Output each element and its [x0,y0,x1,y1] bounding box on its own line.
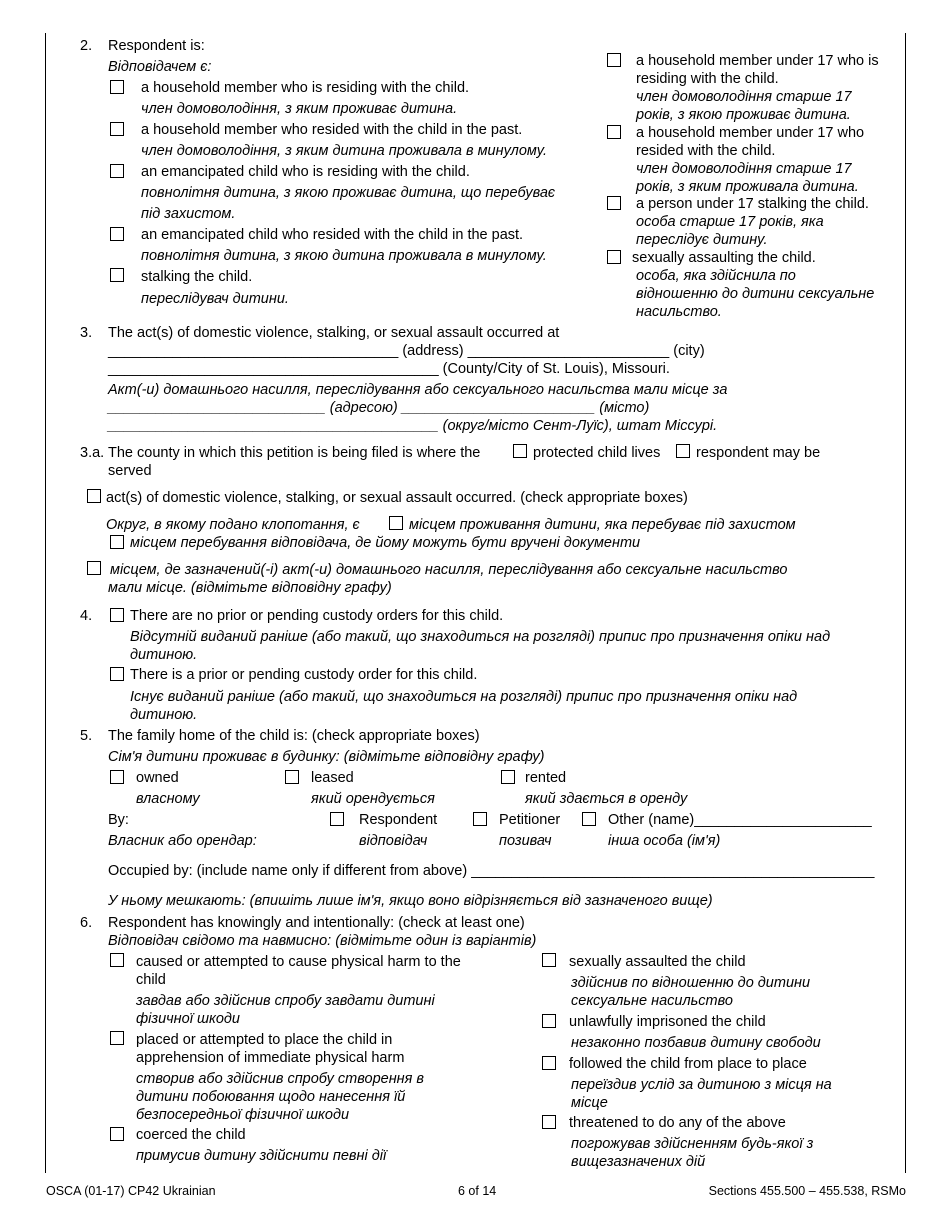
option-label: followed the child from place to place [569,1056,807,1072]
option-label-uk: місцем перебування відповідача, де йому можуть бути вручені документи [130,535,641,551]
section-3a-text: The county in which this petition is being filed is where the [108,445,481,461]
home-rented-checkbox[interactable] [501,770,515,784]
option-label: an emancipated child who resided with the child in the past. [141,227,524,243]
option-label: rented [525,770,567,786]
acts-occurred-checkbox[interactable] [87,489,101,503]
option-label: owned [136,770,179,786]
option-label-uk-cont: насильство. [636,304,722,320]
option-label: threatened to do any of the above [569,1115,786,1131]
respondent-sexual-assault-checkbox[interactable] [607,250,621,264]
option-label-uk: примусив дитину здійснити певні дії [136,1148,387,1164]
option-label-uk-cont: безпосередньої фізичної шкоди [136,1107,350,1123]
respondent-household-resided-checkbox[interactable] [110,122,124,136]
by-label-uk: Власник або орендар: [108,833,257,849]
protected-child-lives-checkbox[interactable] [513,444,527,458]
option-label-uk: особа старше 17 років, яка [636,214,824,230]
option-label-uk: Існує виданий раніше (або такий, що знаходиться на розгляді) припис про призначення опіки над [130,689,798,705]
county-field-uk[interactable]: _________________________________________ (округ/місто Сент-Луїс), штат Міссурі. [108,418,718,434]
option-label: Respondent [359,812,438,828]
option-label-cont: served [108,463,152,479]
option-label-uk: здійснив по відношенню до дитини [571,975,811,991]
option-label-uk-cont: під захистом. [141,206,236,222]
option-label-uk-cont: відношенню до дитини сексуальне [636,286,875,302]
respondent-stalking-checkbox[interactable] [110,268,124,282]
option-label: There are no prior or pending custody orders for this child. [130,608,504,624]
section-6-heading-uk: Відповідач свідомо та навмисно: (відмітьте один із варіантів) [108,933,537,949]
option-label-cont: child [136,972,166,988]
option-label-uk: особа, яка здійснила по [636,268,796,284]
option-label-uk-cont: мали місце. (відмітьте відповідну графу) [108,580,392,596]
home-leased-checkbox[interactable] [285,770,299,784]
option-label-uk-cont: переслідує дитину. [636,232,768,248]
option-label-uk: переслідувач дитини. [141,291,289,307]
option-label-uk-cont: сексуальне насильство [571,993,733,1009]
option-label: a household member who is residing with the child. [141,80,470,96]
option-label: a household member under 17 who is [636,53,879,69]
apprehension-harm-checkbox[interactable] [110,1031,124,1045]
option-label-uk: член домоволодіння старше 17 [636,89,852,105]
occupied-by-field[interactable]: Occupied by: (include name only if different from above) __________________________________________________ [108,863,875,879]
option-label-uk: повнолітня дитина, з якою проживає дитина, що перебуває [141,185,556,201]
respondent-emancipated-resided-checkbox[interactable] [110,227,124,241]
option-label-uk: член домоволодіння, з яким проживає дитина. [141,101,458,117]
option-label-uk-cont: дитиною. [130,647,198,663]
section-3a-text-uk: Округ, в якому подано клопотання, є [106,517,360,533]
section-3-text: The act(s) of domestic violence, stalking, or sexual assault occurred at [108,325,560,341]
option-label-uk-cont: років, з яким проживала дитина. [636,179,859,195]
section-5-heading: The family home of the child is: (check appropriate boxes) [108,728,480,744]
option-label: act(s) of domestic violence, stalking, or sexual assault occurred. (check appropriate boxes) [106,490,688,506]
option-label: respondent may be [696,445,821,461]
option-label-cont: residing with the child. [636,71,779,87]
option-label-uk: член домоволодіння, з яким дитина проживала в минулому. [141,143,548,159]
option-label-uk: Відсутній виданий раніше (або такий, що знаходиться на розгляді) припис про призначення опіки над [130,629,831,645]
option-label-uk: власному [136,791,200,807]
option-label: sexually assaulting the child. [632,250,816,266]
right-border-line [905,33,906,1173]
address-city-field[interactable]: ____________________________________ (address) _________________________ (city) [108,343,705,359]
respondent-served-checkbox-uk[interactable] [110,535,124,549]
option-label: leased [311,770,354,786]
coerced-checkbox[interactable] [110,1127,124,1141]
option-label: a household member who resided with the child in the past. [141,122,523,138]
other-name-field[interactable]: Other (name)______________________ [608,812,872,828]
respondent-served-checkbox[interactable] [676,444,690,458]
option-label-cont: resided with the child. [636,143,776,159]
option-label-uk-cont: дитиною. [130,707,198,723]
occupied-by-label-uk: У ньому мешкають: (впишіть лише ім'я, якщо воно відрізняється від зазначеного вище) [108,893,713,909]
option-label-uk-cont: вищезазначених дій [571,1154,706,1170]
option-label-uk: член домоволодіння старше 17 [636,161,852,177]
followed-checkbox[interactable] [542,1056,556,1070]
option-label: an emancipated child who is residing with the child. [141,164,470,180]
section-5-heading-uk: Сім'я дитини проживає в будинку: (відмітьте відповідну графу) [108,749,545,765]
option-label: caused or attempted to cause physical harm to the [136,954,461,970]
option-label: protected child lives [533,445,661,461]
section-2-heading: Respondent is: [108,38,205,54]
option-label-uk-cont: фізичної шкоди [136,1011,240,1027]
county-field[interactable]: _________________________________________ (County/City of St. Louis), Missouri. [108,361,670,377]
option-label: sexually assaulted the child [569,954,746,970]
option-label: unlawfully imprisoned the child [569,1014,766,1030]
option-label-uk: місцем, де зазначений(-і) акт(-и) домашнього насилля, переслідування або сексуальне насильство [110,562,788,578]
option-label-cont: apprehension of immediate physical harm [136,1050,405,1066]
option-label-uk: створив або здійснив спробу створення в [136,1071,424,1087]
protected-child-lives-checkbox-uk[interactable] [389,516,403,530]
option-label-uk-cont: місце [571,1095,608,1111]
respondent-minor-stalking-checkbox[interactable] [607,196,621,210]
respondent-emancipated-residing-checkbox[interactable] [110,164,124,178]
no-custody-orders-checkbox[interactable] [110,608,124,622]
imprisoned-checkbox[interactable] [542,1014,556,1028]
option-label-uk: незаконно позбавив дитину свободи [571,1035,821,1051]
section-6-heading: Respondent has knowingly and intentionally: (check at least one) [108,915,525,931]
option-label-uk-cont: років, з якою проживає дитина. [636,107,851,123]
footer-form-id: OSCA (01-17) CP42 Ukrainian [46,1184,216,1198]
section-4-number: 4. [80,608,93,624]
option-label-uk: відповідач [359,833,428,849]
option-label: a household member under 17 who [636,125,865,141]
section-6-number: 6. [80,915,93,931]
physical-harm-checkbox[interactable] [110,953,124,967]
section-3-text-uk: Акт(-и) домашнього насилля, переслідування або сексуального насильства мали місце за [108,382,728,398]
respondent-household-residing-checkbox[interactable] [110,80,124,94]
option-label-uk: який орендується [311,791,435,807]
option-label-uk: повнолітня дитина, з якою дитина проживала в минулому. [141,248,547,264]
option-label: coerced the child [136,1127,246,1143]
respondent-minor-resided-checkbox[interactable] [607,125,621,139]
by-respondent-checkbox[interactable] [330,812,344,826]
option-label: stalking the child. [141,269,253,285]
respondent-minor-residing-checkbox[interactable] [607,53,621,67]
acts-occurred-checkbox-uk[interactable] [87,561,101,575]
section-3-number: 3. [80,325,93,341]
option-label: Petitioner [499,812,561,828]
option-label-uk: переїздив услід за дитиною з місця на [571,1077,832,1093]
section-2-heading-uk: Відповідачем є: [108,59,212,75]
by-petitioner-checkbox[interactable] [473,812,487,826]
prior-custody-order-checkbox[interactable] [110,667,124,681]
option-label: There is a prior or pending custody order for this child. [130,667,478,683]
by-label: By: [108,812,129,828]
by-other-checkbox[interactable] [582,812,596,826]
footer-sections: Sections 455.500 – 455.538, RSMo [708,1184,906,1198]
left-border-line [45,33,46,1173]
sexually-assaulted-checkbox[interactable] [542,953,556,967]
option-label-uk: позивач [499,833,552,849]
option-label-uk: завдав або здійснив спробу завдати дитині [136,993,435,1009]
section-2-number: 2. [80,38,93,54]
footer-page-number: 6 of 14 [458,1184,497,1198]
home-owned-checkbox[interactable] [110,770,124,784]
option-label-uk: інша особа (ім'я) [608,833,721,849]
option-label-uk: місцем проживання дитини, яка перебуває під захистом [409,517,796,533]
address-city-field-uk[interactable]: ___________________________ (адресою) ________________________ (місто) [108,400,650,416]
option-label-uk-cont: дитини побоювання щодо нанесення їй [136,1089,406,1105]
option-label: placed or attempted to place the child in [136,1032,393,1048]
threatened-checkbox[interactable] [542,1115,556,1129]
section-3a-number: 3.a. [80,445,105,461]
section-5-number: 5. [80,728,93,744]
option-label-uk: який здається в оренду [525,791,688,807]
option-label-uk: погрожував здійсненням будь-якої з [571,1136,814,1152]
option-label: a person under 17 stalking the child. [636,196,869,212]
